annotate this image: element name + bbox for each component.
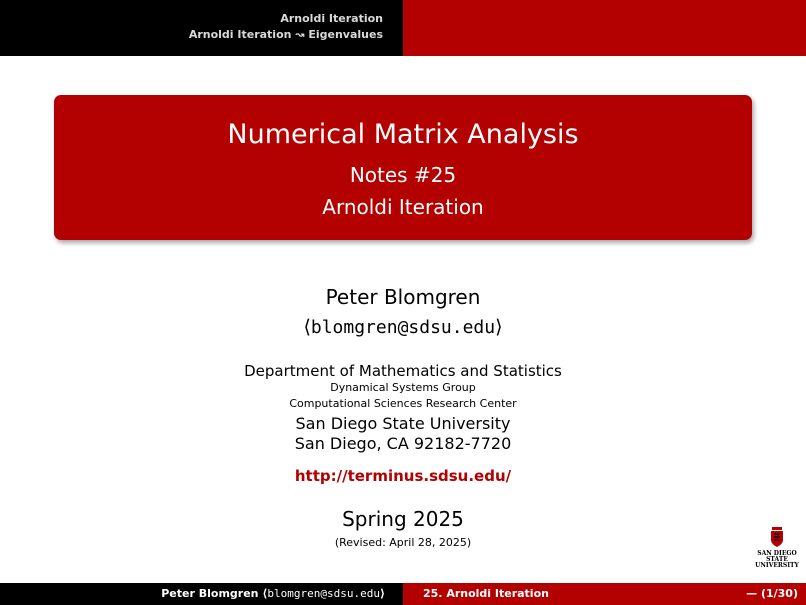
author-name: Peter Blomgren bbox=[325, 285, 481, 309]
research-group: Dynamical Systems Group bbox=[330, 381, 476, 394]
footer-topic[interactable]: 25. Arnoldi Iteration bbox=[423, 587, 549, 600]
header-section-title[interactable]: Arnoldi Iteration bbox=[280, 12, 383, 25]
sdsu-shield-icon bbox=[770, 527, 784, 547]
research-center: Computational Sciences Research Center bbox=[289, 397, 517, 410]
address: San Diego, CA 92182-7720 bbox=[294, 434, 512, 453]
title-block bbox=[54, 95, 752, 240]
department: Department of Mathematics and Statistics bbox=[244, 362, 562, 380]
semester: Spring 2025 bbox=[342, 507, 464, 531]
footer-email: blomgren@sdsu.edu bbox=[267, 587, 380, 600]
email-close-bracket: ⟩ bbox=[495, 316, 503, 338]
logo-text-line1: SAN DIEGO STATE bbox=[757, 550, 797, 563]
header-right-bar bbox=[403, 0, 806, 56]
email-address: blomgren@sdsu.edu bbox=[310, 317, 496, 338]
presentation-title: Numerical Matrix Analysis bbox=[227, 119, 579, 150]
header-subsection-title[interactable]: Arnoldi Iteration ↝ Eigenvalues bbox=[188, 28, 383, 41]
author-email bbox=[0, 314, 806, 341]
website-link[interactable]: http://terminus.sdsu.edu/ bbox=[294, 467, 512, 485]
footer-author-name: Peter Blomgren bbox=[161, 587, 259, 600]
revision-date: (Revised: April 28, 2025) bbox=[334, 536, 472, 549]
notes-number: Notes #25 bbox=[349, 163, 457, 187]
header-left-bar bbox=[0, 0, 403, 56]
footer-email-close: ⟩ bbox=[379, 587, 385, 600]
footer-page-number: — (1/30) bbox=[746, 587, 798, 600]
footer-email-open: ⟨ bbox=[262, 587, 268, 600]
email-open-bracket: ⟨ bbox=[303, 316, 311, 338]
sdsu-logo bbox=[748, 527, 806, 567]
footer-right-bar bbox=[403, 583, 806, 605]
university: San Diego State University bbox=[295, 414, 511, 433]
footer-author[interactable] bbox=[161, 583, 385, 605]
logo-text-line2: UNIVERSITY bbox=[755, 562, 799, 569]
footer-left-bar bbox=[0, 583, 403, 605]
header-navigation bbox=[189, 11, 383, 43]
presentation-subtitle: Arnoldi Iteration bbox=[322, 195, 484, 219]
